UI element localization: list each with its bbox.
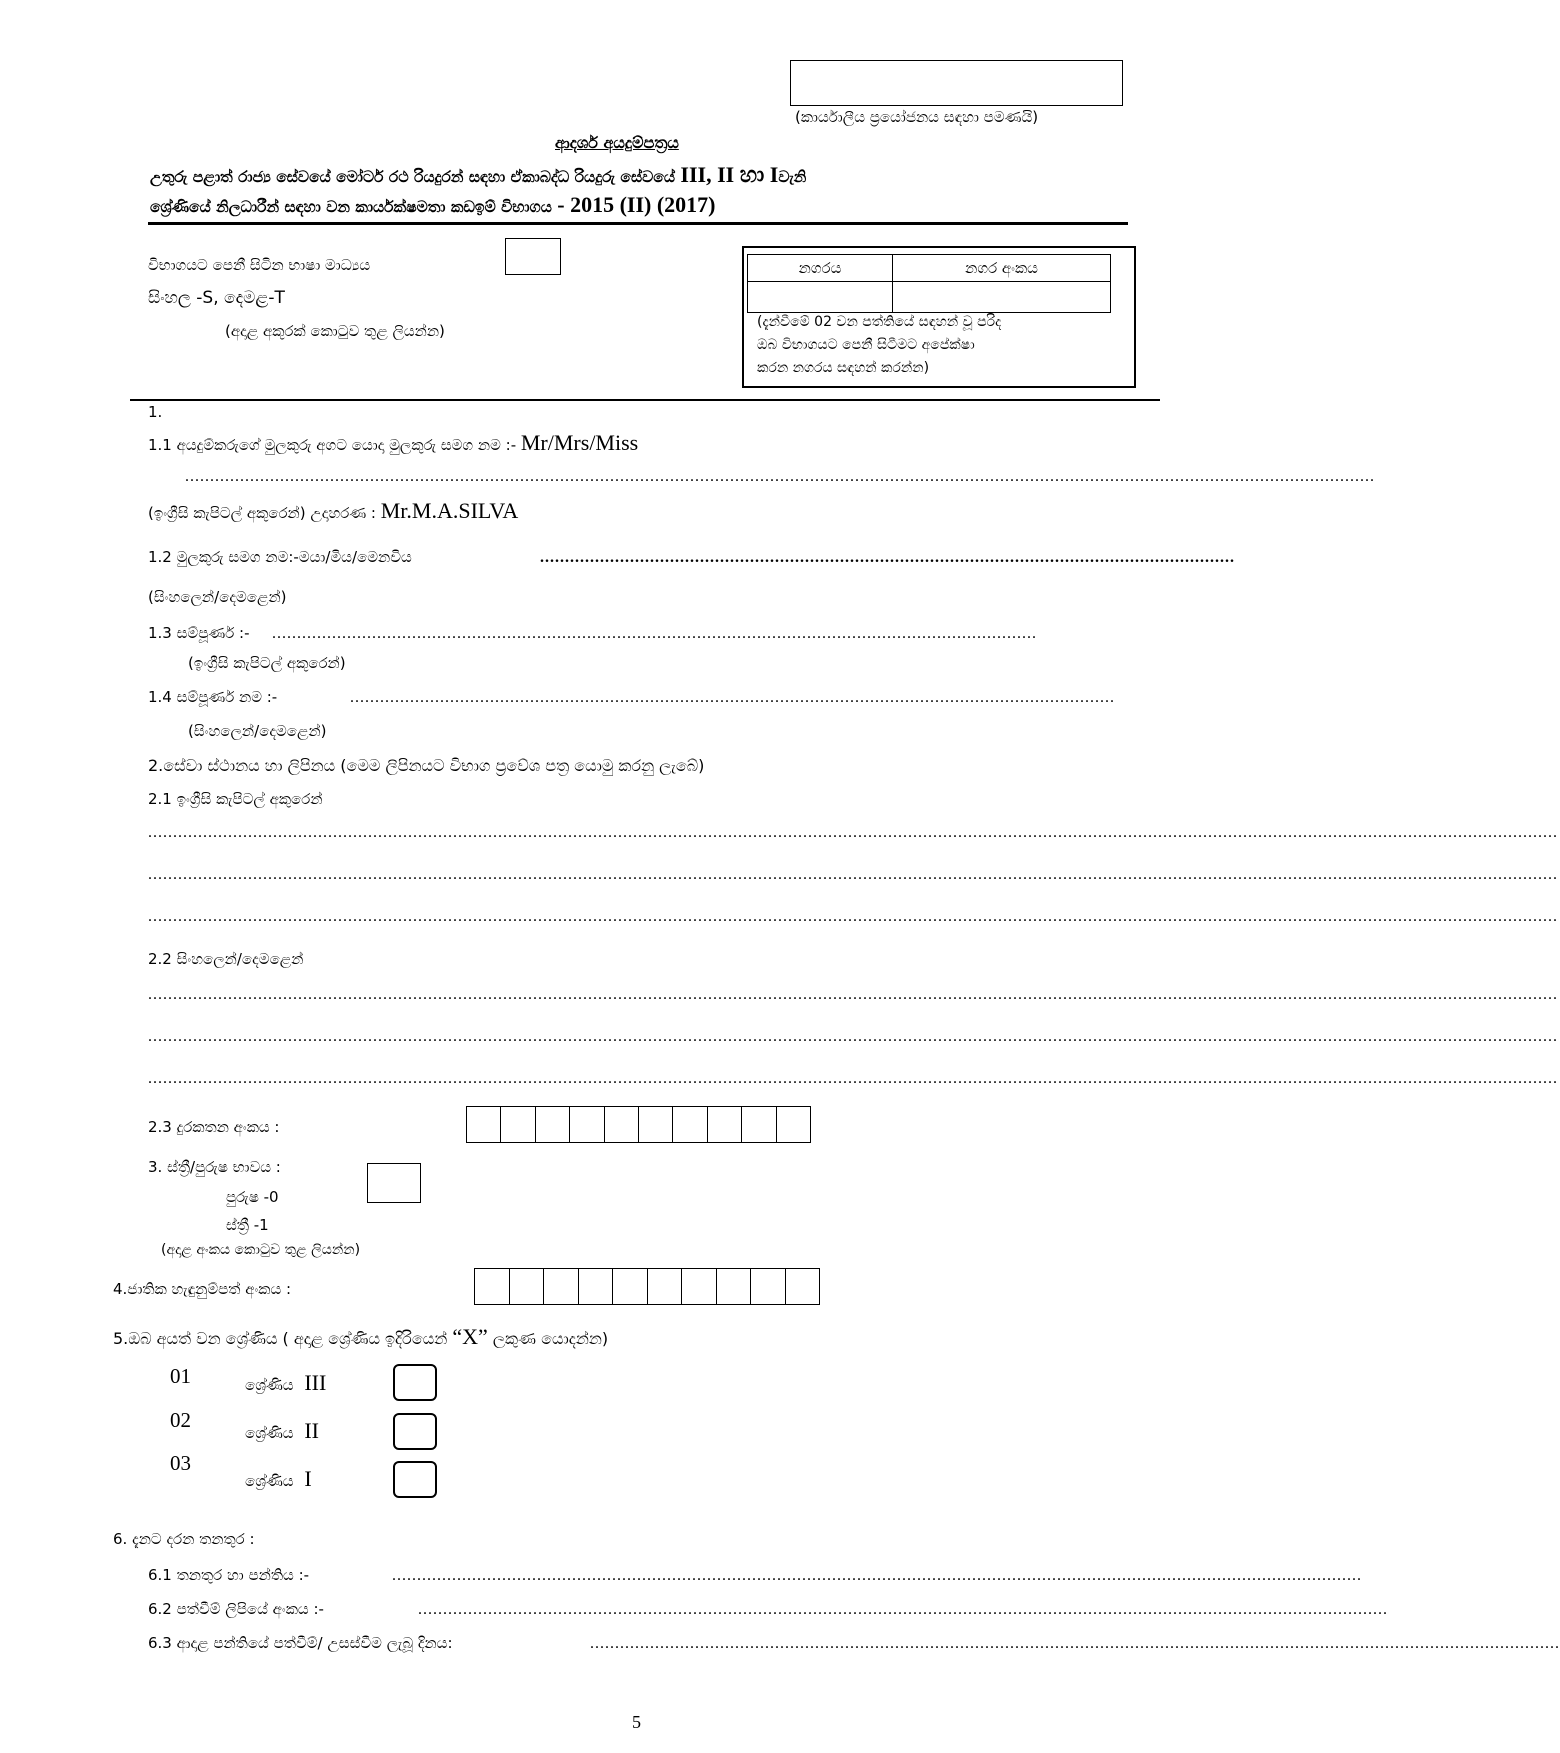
city-note-3: කරන නගරය සඳහන් කරන්න)	[757, 360, 930, 376]
language-label: විභාගයට පෙනී සිටින භාෂා මාධ්‍යය	[148, 256, 371, 274]
office-use-box[interactable]	[790, 60, 1123, 106]
q1-3-label: 1.3 සම්පූර්ණ :-	[148, 624, 250, 642]
gender-male: පුරුෂ -0	[226, 1188, 279, 1206]
section-5-heading-start: 5.ඔබ අයත් වන ශ්‍රේණිය ( අදාළ ශ්‍රේණිය ඉදිරියෙන්	[113, 1329, 453, 1348]
language-options: සිංහල -S, දෙමළ-T	[148, 288, 285, 308]
q1-1-title: Mr/Mrs/Miss	[520, 430, 639, 455]
q1-4-dotted-line[interactable]: .........................................................................................................................................................	[350, 689, 1115, 706]
title-year: - 2015 (II) (2017)	[557, 192, 716, 217]
city-number-header: නගර අංකය	[893, 255, 1111, 282]
city-table	[747, 254, 1111, 313]
gender-female: ස්ත්‍රී -1	[226, 1216, 269, 1234]
section-3-label: 3. ස්ත්‍රී/පුරුෂ භාවය :	[148, 1158, 281, 1176]
q6-2-label: 6.2 පත්වීම් ලිපියේ අංකය :-	[148, 1600, 324, 1618]
q2-2-line-1[interactable]: ..........................................................................................................................................................................................................................................................................................	[148, 986, 1558, 1003]
grade-3-number: 03	[170, 1451, 191, 1475]
grade-1-checkbox[interactable]	[393, 1364, 437, 1401]
grade-2-value: II	[304, 1418, 320, 1443]
city-number-input[interactable]	[893, 282, 1111, 313]
title-line-2	[150, 192, 716, 218]
gender-input-box[interactable]	[367, 1163, 421, 1203]
section-5-heading-x: “X”	[452, 1324, 488, 1349]
q6-3-label: 6.3 ආදාළ පන්තියේ පත්වීම්/ උසස්වීම ලැබූ දිනය:	[148, 1634, 453, 1652]
q2-1-line-3[interactable]: ..........................................................................................................................................................................................................................................................................................	[148, 908, 1558, 925]
page-number: 5	[632, 1712, 641, 1732]
title-line-1-end: වැනි	[778, 168, 807, 186]
language-note: (අදාළ අකුරක් කොටුව තුළ ලියන්න)	[225, 322, 445, 340]
q1-3-dotted-line[interactable]: .........................................................................................................................................................	[272, 625, 1037, 642]
title-line-1-text: උතුරු පළාත් රාජ්‍ය සේවයේ මෝටර් රථ රියදුරන් සඳහා ඒකාබද්ධ රියදුරු සේවයේ	[150, 168, 675, 186]
q2-2-label: 2.2 සිංහලෙන්/දෙමළෙන්	[148, 950, 304, 968]
q2-1-line-1[interactable]: ..........................................................................................................................................................................................................................................................................................	[148, 824, 1558, 841]
q6-1-dotted-line[interactable]: ..................................................................................................................................................................................................	[392, 1567, 1362, 1584]
q1-1-example-value: Mr.M.A.SILVA	[380, 498, 519, 523]
title-grades: III, II හා I	[680, 162, 779, 187]
grade-2-label-text: ශ්‍රේණිය	[245, 1424, 294, 1442]
grade-1-label-text: ශ්‍රේණිය	[245, 1376, 294, 1394]
section-5-heading	[113, 1324, 608, 1350]
office-use-note: (කාර්යාලීය ප්‍රයෝජනය සඳහා පමණයි)	[795, 108, 1039, 126]
grade-2-number: 02	[170, 1408, 191, 1432]
q2-3-label: 2.3 දුරකතන අංකය :	[148, 1118, 280, 1136]
language-input-box[interactable]	[505, 238, 561, 275]
grade-3-label-text: ශ්‍රේණිය	[245, 1472, 294, 1490]
title-line-1	[150, 162, 806, 188]
q6-2-dotted-line[interactable]: ..................................................................................................................................................................................................	[418, 1601, 1388, 1618]
q1-1-dotted-line[interactable]: ..............................................................................................................................................................................................................................................	[185, 468, 1375, 485]
section-rule	[130, 399, 1160, 401]
section-5-heading-end: ලකුණ යොදන්න)	[487, 1329, 609, 1348]
city-note-1: (දැන්වීමේ 02 වන පත්තියේ සඳහන් වූ පරිද	[757, 314, 1002, 330]
section-4-label: 4.ජාතික හැඳුනුම්පත් අංකය :	[113, 1280, 292, 1298]
section-2-heading: 2.සේවා ස්ථානය හා ලිපිනය (මෙම ලිපිනයට විභාග ප්‍රවේශ පත්‍ර යොමු කරනු ලැබේ)	[148, 756, 705, 775]
q6-3-dotted-line[interactable]: ..................................................................................................................................................................................................	[590, 1635, 1560, 1652]
header-rule	[148, 222, 1128, 225]
grade-1-label	[245, 1370, 326, 1396]
q1-1-text: 1.1 අයදුම්කරුගේ මුලකුරු අගට යොදා මුලකුරු සමග නම :-	[148, 436, 521, 454]
q2-1-label: 2.1 ඉංග්‍රීසි කැපිටල් අකුරෙන්	[148, 790, 323, 808]
q1-2-label: 1.2 මුලකුරු සමග නම:-මයා/මිය/මෙනවිය	[148, 548, 412, 566]
grade-2-label	[245, 1418, 319, 1444]
section-6-heading: 6. දැනට දරන තනතුර :	[113, 1530, 255, 1548]
city-header: නගරය	[748, 255, 893, 282]
q1-1-example	[148, 498, 518, 524]
q1-2-note: (සිංහලෙන්/දෙමළෙන්)	[148, 588, 287, 606]
phone-number-grid[interactable]	[466, 1106, 811, 1143]
q1-4-label: 1.4 සම්පූර්ණ නම :-	[148, 688, 278, 706]
q6-1-label: 6.1 තනතුර හා පන්තිය :-	[148, 1566, 310, 1584]
grade-2-checkbox[interactable]	[393, 1413, 437, 1450]
q1-1-label	[148, 430, 638, 456]
q1-4-note: (සිංහලෙන්/දෙමළෙන්)	[188, 722, 327, 740]
city-input[interactable]	[748, 282, 893, 313]
grade-3-label	[245, 1466, 312, 1492]
form-heading: ආදර්ශ අයදුම්පත්‍රය	[555, 133, 679, 152]
q1-3-note: (ඉංග්‍රීසි කැපිටල් අකුරෙන්)	[188, 654, 346, 672]
title-line-2-text: ශ්‍රේණියේ නිලධාරීන් සඳහා වන කාර්යක්ෂමතා කඩඉම් විභාගය	[150, 198, 552, 216]
q1-2-dotted-line[interactable]: ...........................................................................................................................................	[540, 549, 1235, 566]
grade-3-value: I	[304, 1466, 312, 1491]
grade-3-checkbox[interactable]	[393, 1461, 437, 1498]
section-1-number: 1.	[148, 403, 163, 421]
q2-2-line-3[interactable]: ..........................................................................................................................................................................................................................................................................................	[148, 1070, 1558, 1087]
q2-1-line-2[interactable]: ..........................................................................................................................................................................................................................................................................................	[148, 866, 1558, 883]
nic-number-grid[interactable]	[474, 1268, 820, 1305]
q1-1-example-label: (ඉංග්‍රීසි කැපිටල් අකුරෙන්) උදාහරණ :	[148, 504, 381, 522]
grade-1-value: III	[304, 1370, 327, 1395]
city-note-2: ඔබ විභාගයට පෙනී සිටීමට අපේක්ෂා	[757, 337, 975, 353]
q2-2-line-2[interactable]: ..........................................................................................................................................................................................................................................................................................	[148, 1028, 1558, 1045]
grade-1-number: 01	[170, 1364, 191, 1388]
gender-note: (අදාළ අංකය කොටුව තුළ ලියන්න)	[161, 1242, 361, 1258]
